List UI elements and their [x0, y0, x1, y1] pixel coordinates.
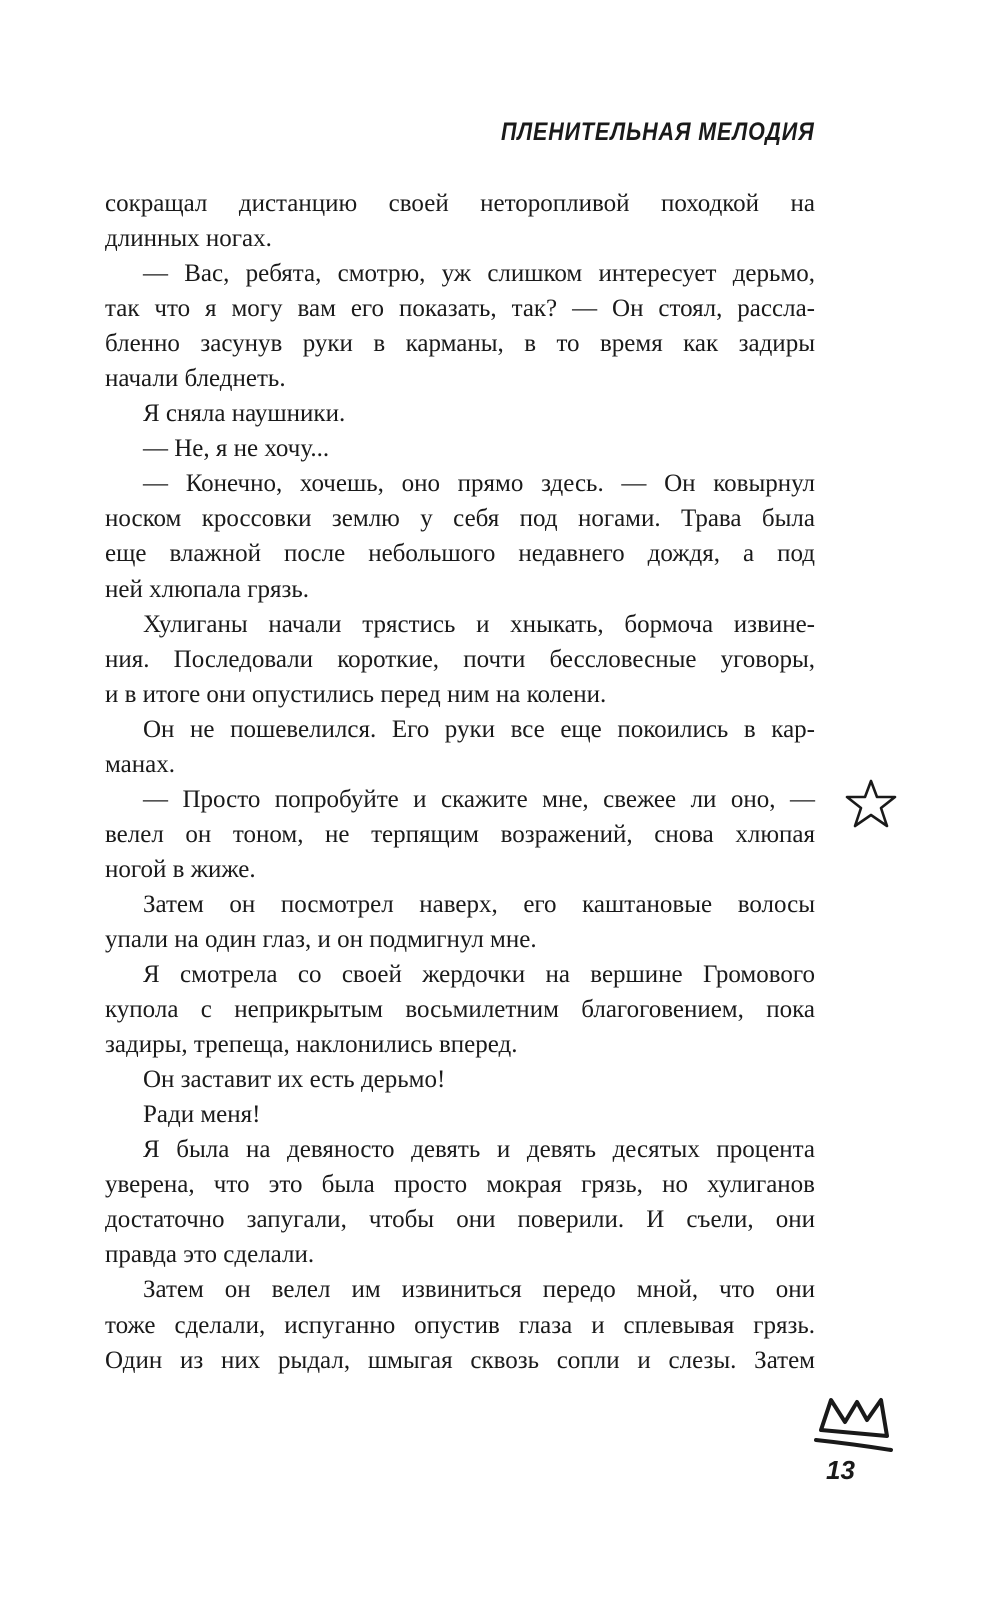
text-line: купола с неприкрытым восьмилетним благоговением, пока [105, 996, 815, 1024]
paragraph [105, 466, 815, 606]
paragraph [105, 1097, 815, 1132]
text-line: сокращал дистанцию своей неторопливой походкой на [105, 190, 815, 217]
text-line: Хулиганы начали трястись и хныкать, бормоча извине- [143, 610, 815, 638]
text-line: — Просто попробуйте и скажите мне, свежее ли оно, — [143, 785, 815, 813]
running-header: ПЛЕНИТЕЛЬНАЯ МЕЛОДИЯ [501, 118, 815, 146]
text-line: упали на один глаз, и он подмигнул мне. [105, 925, 537, 953]
paragraph [105, 887, 815, 957]
paragraph [105, 1132, 815, 1272]
paragraph [105, 1062, 815, 1097]
text-line: начали бледнеть. [105, 365, 286, 393]
paragraph [105, 186, 815, 256]
text-line: ней хлюпала грязь. [105, 575, 310, 603]
text-line: Я смотрела со своей жердочки на вершине Громового [143, 961, 815, 989]
paragraph [105, 256, 815, 396]
paragraph [105, 431, 815, 466]
crown-icon [813, 1388, 895, 1452]
body-text [105, 186, 815, 1378]
text-line: Я была на девяносто девять и девять десятых процента [143, 1136, 815, 1164]
text-line: длинных ногах. [105, 225, 272, 253]
star-icon [845, 778, 897, 830]
paragraph [105, 1272, 815, 1377]
text-line: так что я могу вам его показать, так? — Он стоял, рассла- [105, 295, 815, 323]
text-line: ния. Последовали короткие, почти бессловесные уговоры, [105, 645, 815, 673]
paragraph [105, 782, 815, 887]
text-line: — Вас, ребята, смотрю, уж слишком интересует дерьмо, [143, 260, 815, 288]
text-line: — Конечно, хочешь, оно прямо здесь. — Он ковырнул [143, 470, 815, 498]
text-line: носком кроссовки землю у себя под ногами. Трава была [105, 505, 815, 533]
text-line: Он не пошевелился. Его руки все еще покоились в кар- [143, 715, 815, 743]
text-line: — Не, я не хочу... [143, 435, 330, 463]
text-line: бленно засунув руки в карманы, в то время как задиры [105, 330, 815, 358]
paragraph [105, 957, 815, 1062]
text-line: Я сняла наушники. [143, 400, 346, 428]
text-line: и в итоге они опустились перед ним на колени. [105, 680, 607, 708]
text-line: тоже сделали, испуганно опустив глаза и сплевывая грязь. [105, 1311, 815, 1339]
text-line: еще влажной после небольшого недавнего дождя, а под [105, 540, 815, 568]
text-line: Он заставит их есть дерьмо! [143, 1066, 446, 1094]
text-line: Один из них рыдал, шмыгая сквозь сопли и слезы. Затем [105, 1346, 815, 1374]
paragraph [105, 607, 815, 712]
text-line: задиры, трепеща, наклонились вперед. [105, 1031, 518, 1059]
text-line: манах. [105, 750, 175, 778]
text-line: Ради меня! [143, 1101, 261, 1129]
page-number: 13 [826, 1455, 855, 1485]
text-line: Затем он посмотрел наверх, его каштановые волосы [143, 890, 815, 918]
text-line: Затем он велел им извиниться передо мной, что они [143, 1276, 815, 1304]
paragraph [105, 396, 815, 431]
text-line: ногой в жиже. [105, 855, 256, 883]
text-line: велел он тоном, не терпящим возражений, снова хлюпая [105, 820, 815, 848]
text-line: достаточно запугали, чтобы они поверили. И съели, они [105, 1206, 815, 1234]
text-line: уверена, что это была просто мокрая грязь, но хулиганов [105, 1171, 815, 1199]
text-line: правда это сделали. [105, 1241, 315, 1269]
paragraph [105, 712, 815, 782]
